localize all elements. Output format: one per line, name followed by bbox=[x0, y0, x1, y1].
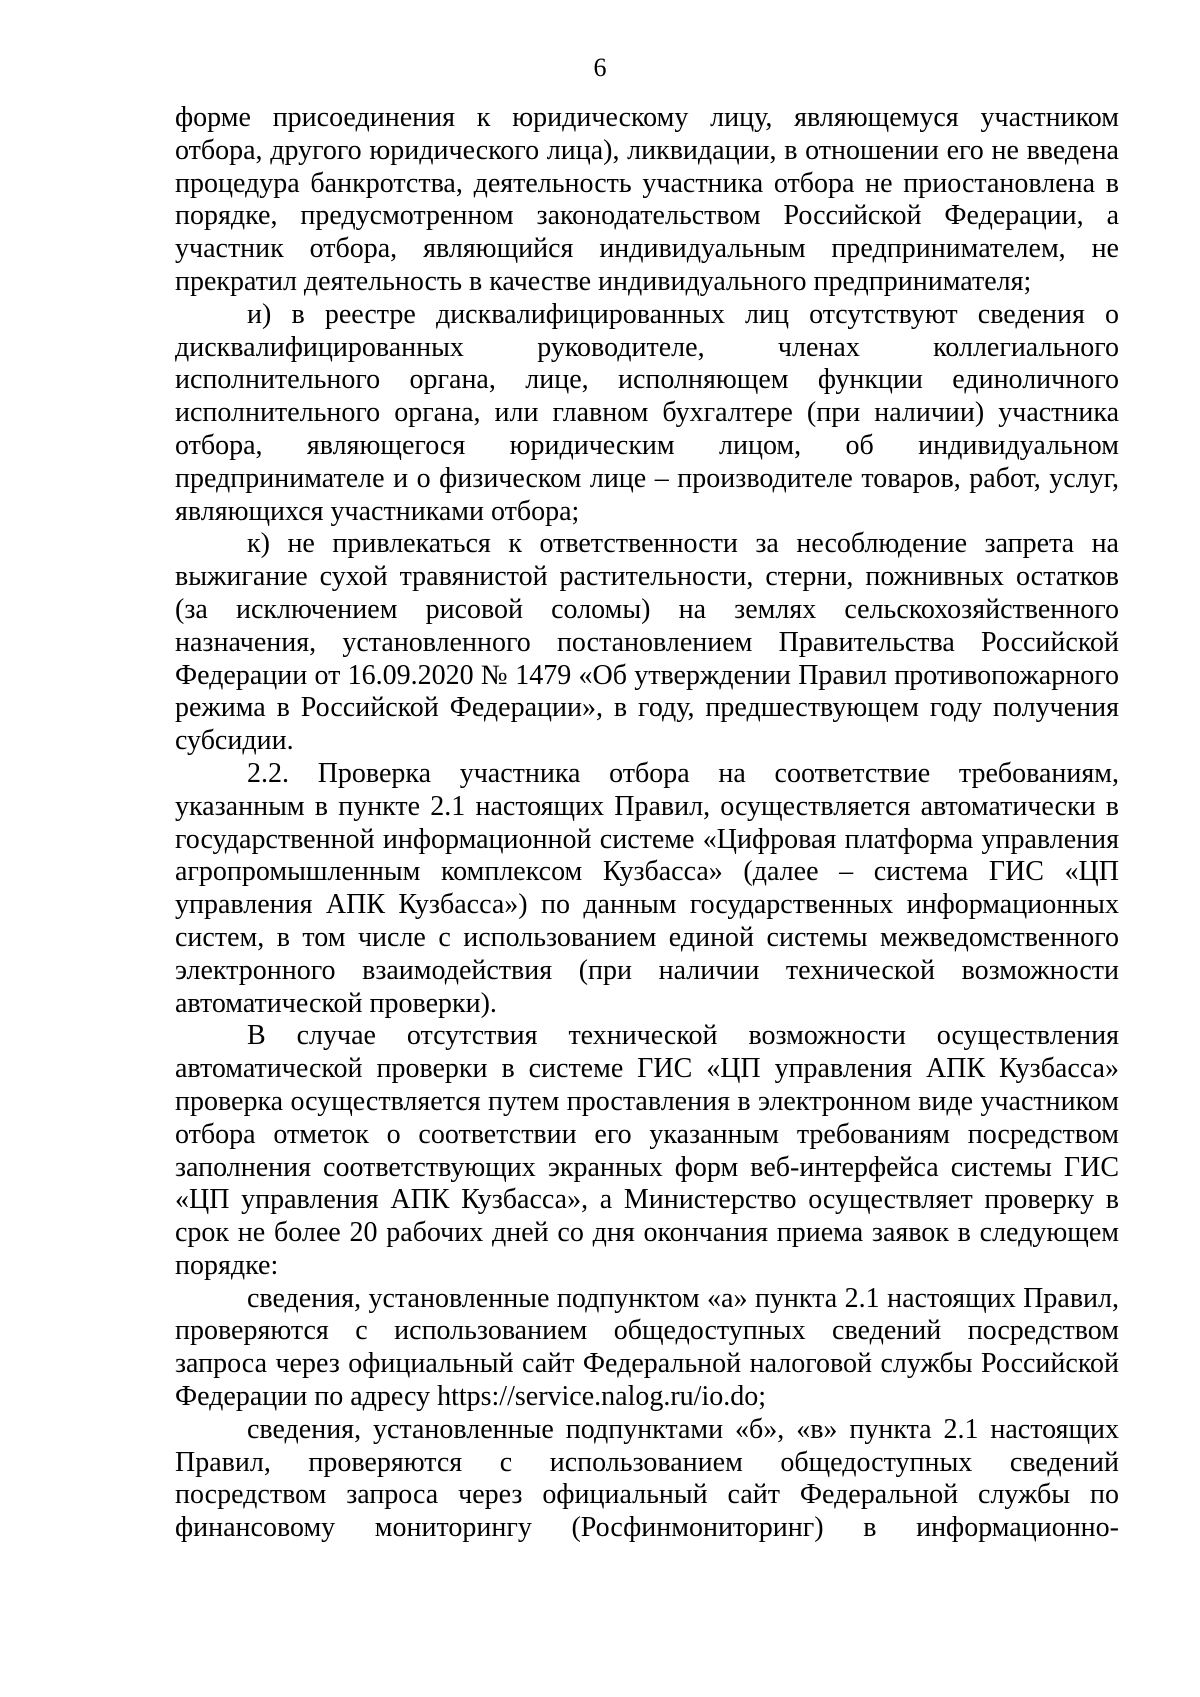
paragraph-manual-check: В случае отсутствия технической возможности осуществления автоматической проверки в системе ГИС «ЦП управления АПК Кузбасса» проверка осуществляется путем проставления в электронном виде участником отбора отметок о соответствии его указанным требованиям посредством заполнения соответствующих экранных форм веб-интерфейса системы ГИС «ЦП управления АПК Кузбасса», а Министерство осуществляет проверку в срок не более 20 рабочих дней со дня окончания приема заявок в следующем порядке: bbox=[175, 1020, 1119, 1281]
paragraph-subitem-a: сведения, установленные подпунктом «а» пункта 2.1 настоящих Правил, проверяются с использованием общедоступных сведений посредством запроса через официальный сайт Федеральной налоговой службы Российской Федерации по адресу https://service.nalog.ru/io.do; bbox=[175, 1282, 1119, 1413]
paragraph-item-i: и) в реестре дисквалифицированных лиц отсутствуют сведения о дисквалифицированных руководителе, членах коллегиального исполнительного органа, лице, исполняющем функции единоличного исполнительного органа, или главном бухгалтере (при наличии) участника отбора, являющегося юридическим лицом, об индивидуальном предпринимателе и о физическом лице – производителе товаров, работ, услуг, являющихся участниками отбора; bbox=[175, 298, 1119, 527]
page-number: 6 bbox=[593, 53, 607, 82]
paragraph-subitem-b-v: сведения, установленные подпунктами «б», «в» пункта 2.1 настоящих Правил, проверяются с использованием общедоступных сведений посредством запроса через официальный сайт Федеральной службы по финансовому мониторингу (Росфинмониторинг) в информационно- bbox=[175, 1413, 1119, 1544]
paragraph-clause-2-2: 2.2. Проверка участника отбора на соответствие требованиям, указанным в пункте 2.1 настоящих Правил, осуществляется автоматически в государственной информационной системе «Цифровая платформа управления агропромышленным комплексом Кузбасса» (далее – система ГИС «ЦП управления АПК Кузбасса») по данным государственных информационных систем, в том числе с использованием единой системы межведомственного электронного взаимодействия (при наличии технической возможности автоматической проверки). bbox=[175, 757, 1119, 1019]
paragraph-continuation: форме присоединения к юридическому лицу, являющемуся участником отбора, другого юридического лица), ликвидации, в отношении его не введена процедура банкротства, деятельность участника отбора не приостановлена в порядке, предусмотренном законодательством Российской Федерации, а участник отбора, являющийся индивидуальным предпринимателем, не прекратил деятельность в качестве индивидуального предпринимателя; bbox=[175, 102, 1119, 297]
document-body bbox=[175, 102, 1119, 1545]
paragraph-item-k: к) не привлекаться к ответственности за несоблюдение запрета на выжигание сухой травянистой растительности, стерни, пожнивных остатков (за исключением рисовой соломы) на землях сельскохозяйственного назначения, установленного постановлением Правительства Российской Федерации от 16.09.2020 № 1479 «Об утверждении Правил противопожарного режима в Российской Федерации», в году, предшествующем году получения субсидии. bbox=[175, 528, 1119, 757]
